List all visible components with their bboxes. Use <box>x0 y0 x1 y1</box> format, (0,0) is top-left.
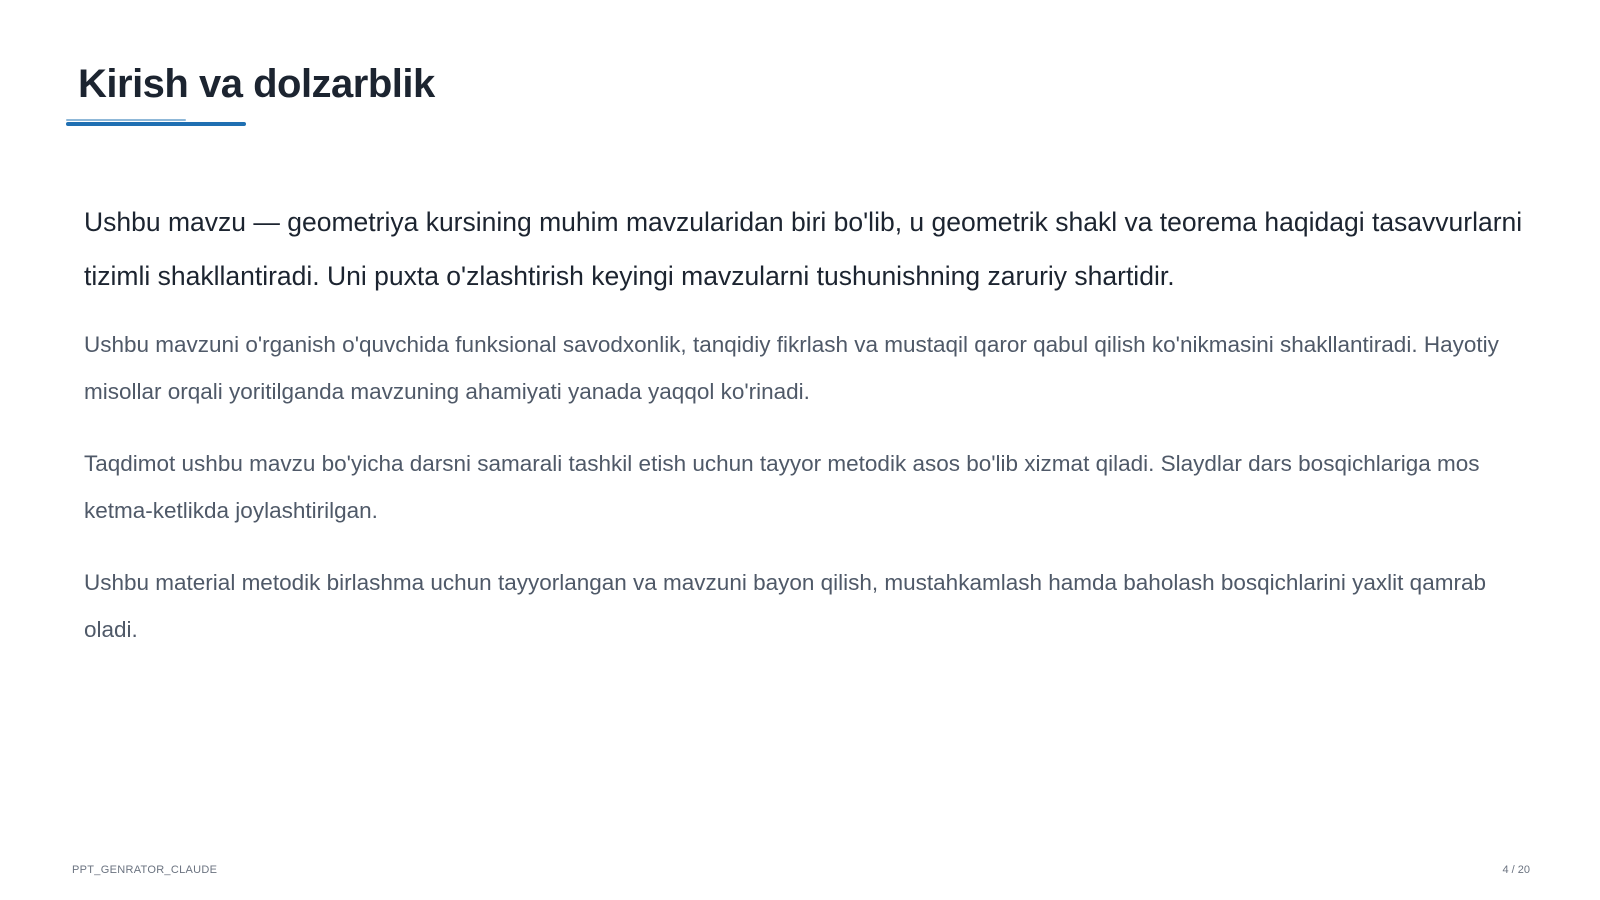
body-paragraph: Taqdimot ushbu mavzu bo'yicha darsni samarali tashkil etish uchun tayyor metodik asos bo'lib xizmat qiladi. Slaydlar dars bosqichlariga mos ketma-ketlikda joylashtirilgan. <box>84 451 1480 523</box>
body-paragraph: Ushbu mavzuni o'rganish o'quvchida funksional savodxonlik, tanqidiy fikrlash va mustaqil qaror qabul qilish ko'nikmasini shakllantiradi. Hayotiy misollar orqali yoritilganda mavzuning ahamiyati yanada yaqqol ko'rinadi. <box>84 332 1499 404</box>
lead-paragraph: Ushbu mavzu — geometriya kursining muhim mavzularidan biri bo'lib, u geometrik shakl va teorema haqidagi tasavvurlarni tizimli shakllantiradi. Uni puxta o'zlashtirish keyingi mavzularni tushunishning zaruriy shartidir. <box>84 207 1523 291</box>
title-underline-highlight <box>66 119 186 121</box>
footer-source-label: PPT_GENRATOR_CLAUDE <box>72 864 218 876</box>
title-underline <box>66 122 246 126</box>
slide-title: Kirish va dolzarblik <box>78 62 435 106</box>
page-number: 4 / 20 <box>1502 864 1530 876</box>
body-paragraph: Ushbu material metodik birlashma uchun tayyorlangan va mavzuni bayon qilish, mustahkamlash hamda baholash bosqichlarini yaxlit qamrab oladi. <box>84 570 1486 642</box>
slide-content <box>84 195 1524 678</box>
